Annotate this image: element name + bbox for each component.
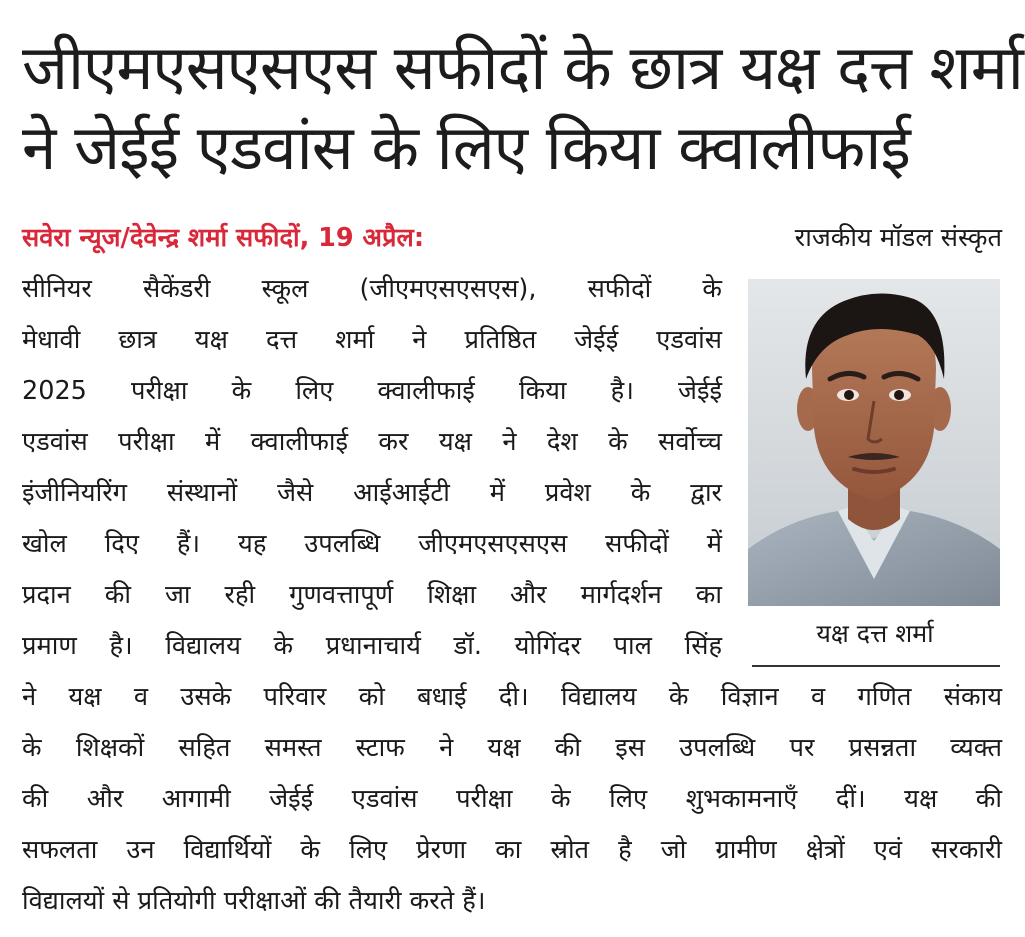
article-text-line: ने यक्ष व उसके परिवार को बधाई दी। विद्यालय के विज्ञान व गणित संकाय: [22, 682, 1002, 712]
article-line-1: [22, 213, 1002, 263]
article-text-line: प्रमाण है। विद्यालय के प्रधानाचार्य डॉ. योगिंदर पाल सिंह: [22, 631, 722, 661]
photo-caption: यक्ष दत्त शर्मा: [816, 619, 934, 648]
headline-line-2: ने जेईई एडवांस के लिए किया क्वालीफाई: [22, 111, 910, 184]
article-text-line: प्रदान की जा रही गुणवत्तापूर्ण शिक्षा और मार्गदर्शन का: [22, 580, 722, 610]
article-text-line: राजकीय मॉडल संस्कृत: [794, 223, 1002, 253]
article-text-line: सफलता उन विद्यार्थियों के लिए प्रेरणा का स्रोत है जो ग्रामीण क्षेत्रों एवं सरकारी: [22, 835, 1002, 865]
article-text-line: खोल दिए हैं। यह उपलब्धि जीएमएसएसएस सफीदों में: [22, 529, 722, 559]
article-text-line: एडवांस परीक्षा में क्वालीफाई कर यक्ष ने देश के सर्वोच्च: [22, 427, 722, 457]
article-text-line: इंजीनियरिंग संस्थानों जैसे आईआईटी में प्रवेश के द्वार: [22, 478, 722, 508]
dateline: सवेरा न्यूज/देवेन्द्र शर्मा सफीदों, 19 अप्रैल:: [22, 223, 425, 253]
headline-line-1: जीएमएसएसएस सफीदों के छात्र यक्ष दत्त शर्मा: [22, 31, 1023, 104]
article-text-line: मेधावी छात्र यक्ष दत्त शर्मा ने प्रतिष्ठित जेईई एडवांस: [22, 325, 722, 355]
caption-divider: [752, 665, 1000, 667]
article-text-line: के शिक्षकों सहित समस्त स्टाफ ने यक्ष की इस उपलब्धि पर प्रसन्नता व्यक्त: [22, 733, 1002, 763]
portrait-photo: [748, 279, 1000, 606]
portrait-illustration: [748, 279, 1000, 606]
article-text-line: विद्यालयों से प्रतियोगी परीक्षाओं की तैयारी करते हैं।: [22, 886, 486, 916]
headline: [22, 28, 1023, 188]
article-text-line: 2025 परीक्षा के लिए क्वालीफाई किया है। जेईई: [22, 376, 722, 406]
article-text-line: की और आगामी जेईई एडवांस परीक्षा के लिए शुभकामनाएँ दीं। यक्ष की: [22, 784, 1002, 814]
article-text-line: सीनियर सैकेंडरी स्कूल (जीएमएसएसएस), सफीदों के: [22, 274, 722, 304]
